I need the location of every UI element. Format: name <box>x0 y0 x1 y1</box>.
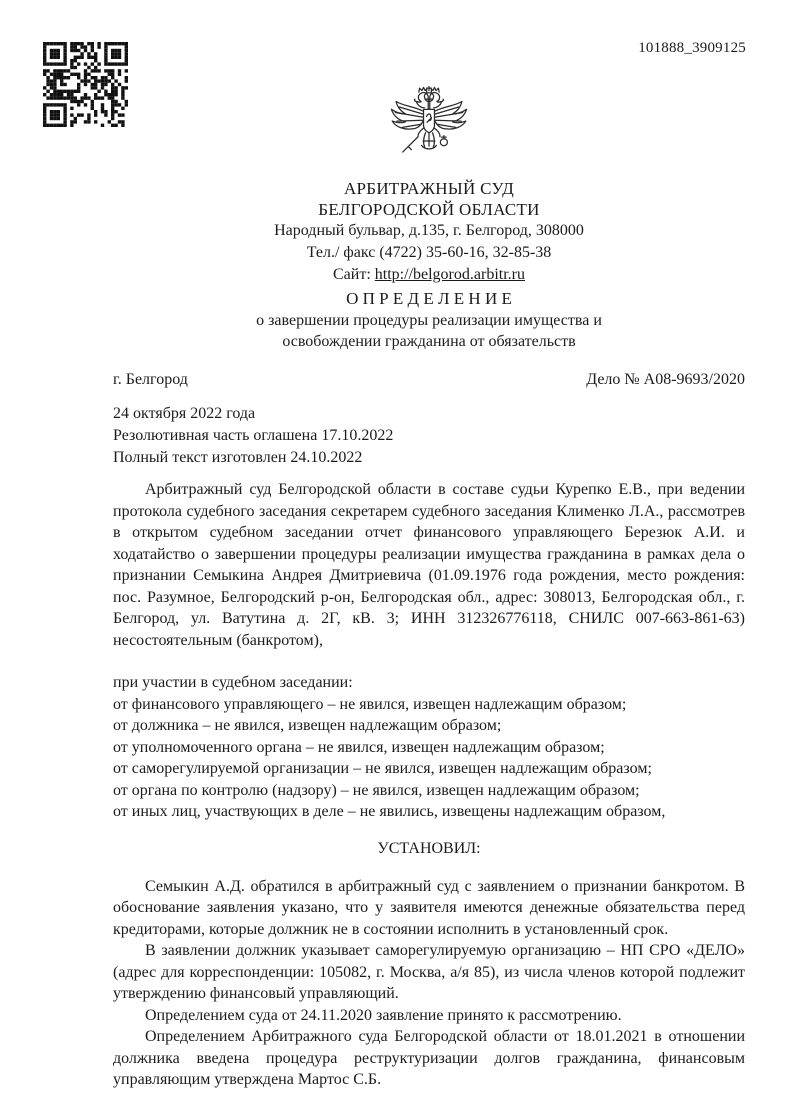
fulltext-date: Полный текст изготовлен 24.10.2022 <box>113 449 363 466</box>
participants-intro: при участии в судебном заседании: <box>113 674 353 691</box>
document-subtitle-line1: о завершении процедуры реализации имущества и <box>256 312 602 329</box>
intro-paragraph: Арбитражный суд Белгородской области в составе судьи Курепко Е.В., при ведении протокола судебного заседания секретарем судебного заседания Клименко Л.А., рассмотрев в открытом судебном заседании отчет финансового управляющего Березюк А.И. и ходатайство о завершении процедуры реализации имущества гражданина в рамках дела о признании Семыкина Андрея Дмитриевича (01.09.1976 года рождения, место рождения: пос. Разумное, Белгородский р-он, Белгородская обл., адрес: 308013, Белгородская обл., г. Белгород, ул. Ватутина д. 2Г, кВ. 3; ИНН 312326776118, СНИЛС 007-663-861-63) несостоятельным (банкротом), <box>113 481 745 649</box>
participant-line: от уполномоченного органа – не явился, извещен надлежащим образом; <box>113 738 605 756</box>
body-paragraph: Определением суда от 24.11.2020 заявление принято к рассмотрению. <box>145 1006 622 1024</box>
participants-list <box>113 672 745 823</box>
participant-line: от саморегулируемой организации – не явился, извещен надлежащим образом; <box>113 760 652 777</box>
case-number: Дело № А08-9693/2020 <box>586 371 745 388</box>
court-name-line1: АРБИТРАЖНЫЙ СУД <box>343 179 515 198</box>
participant-line: от финансового управляющего – не явился, извещен надлежащим образом; <box>113 695 627 713</box>
date-block <box>113 403 745 469</box>
case-info-row <box>113 369 745 391</box>
court-name-line2: БЕЛГОРОДСКОЙ ОБЛАСТИ <box>318 200 540 219</box>
body-paragraph: В заявлении должник указывает саморегулируемую организацию – НП СРО «ДЕЛО» (адрес для корреспонденции: 105082, г. Москва, а/я 85), из числа членов которой подлежит утверждению финансовый управляющий. <box>113 942 745 1002</box>
body-paragraph: Семыкин А.Д. обратился в арбитражный суд с заявлением о признании банкротом. В обоснование заявления указано, что у заявителя имеются денежные обязательства перед кредиторами, которые должник не в состоянии исполнить в установленный срок. <box>113 877 745 938</box>
court-site-line <box>113 264 745 286</box>
participant-line: от должника – не явился, извещен надлежащим образом; <box>113 717 502 734</box>
court-phone: Тел./ факс (4722) 35-60-16, 32-85-38 <box>306 244 552 261</box>
site-label: Сайт: <box>333 266 371 283</box>
russia-coat-of-arms-icon <box>382 84 476 172</box>
court-address: Народный бульвар, д.135, г. Белгород, 308000 <box>274 222 584 239</box>
participant-line: от иных лиц, участвующих в деле – не явились, извещены надлежащим образом, <box>113 803 666 820</box>
court-site-link[interactable]: http://belgorod.arbitr.ru <box>374 266 525 283</box>
participant-line: от органа по контролю (надзору) – не явился, извещен надлежащим образом; <box>113 781 640 799</box>
document-subtitle-line2: освобождении гражданина от обязательств <box>282 333 576 350</box>
document-type-title: О П Р Е Д Е Л Е Н И Е <box>346 289 512 308</box>
document-id: 101888_3909125 <box>638 40 746 56</box>
resolutive-date: Резолютивная часть оглашена 17.10.2022 <box>113 427 394 444</box>
established-heading: УСТАНОВИЛ: <box>377 839 481 857</box>
city-label: г. Белгород <box>113 371 188 388</box>
ruling-date: 24 октября 2022 года <box>113 405 256 422</box>
body-paragraph: Определением Арбитражного суда Белгородской области от 18.01.2021 в отношении должника введена процедура реструктуризации долгов гражданина, финансовым управляющим утверждена Мартос С.Б. <box>113 1028 745 1088</box>
qr-code <box>43 42 128 127</box>
